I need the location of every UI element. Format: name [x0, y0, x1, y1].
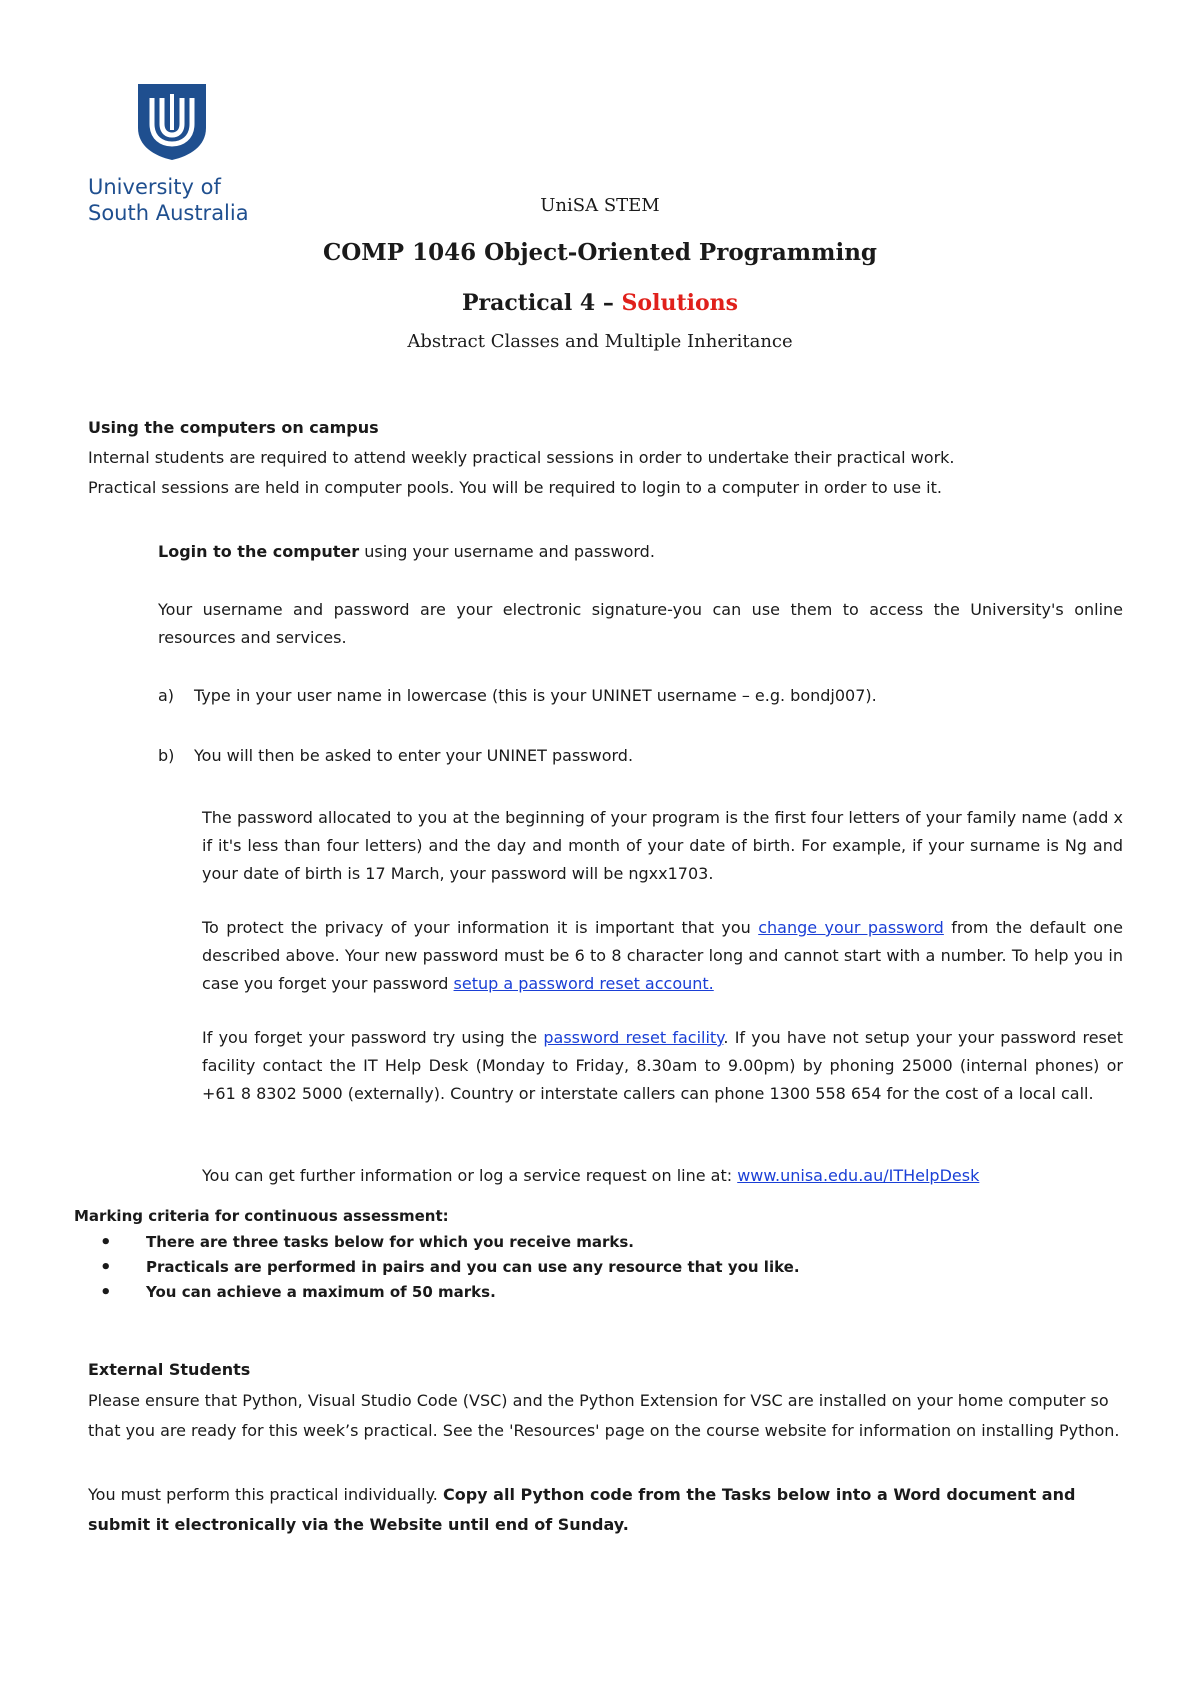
- forget-paragraph: [202, 1024, 1123, 1108]
- practical-solutions: Solutions: [621, 290, 739, 316]
- step-a: [0, 682, 1200, 710]
- title-block: [0, 194, 1200, 354]
- login-rest: using your username and password.: [359, 542, 655, 561]
- login-instruction: [158, 538, 655, 566]
- step-a-text: Type in your user name in lowercase (this is your UNINET username – e.g. bondj007).: [194, 686, 877, 705]
- list-item: • You can achieve a maximum of 50 marks.: [100, 1280, 800, 1305]
- forget-text-1: If you forget your password try using the: [202, 1028, 544, 1047]
- campus-line-1: Internal students are required to attend weekly practical sessions in order to undertake their practical work.: [88, 448, 955, 467]
- signature-paragraph: Your username and password are your electronic signature-you can use them to access the University's online resources and services.: [158, 600, 1123, 647]
- campus-line-2: Practical sessions are held in computer pools. You will be required to login to a computer in order to use it.: [88, 478, 942, 497]
- further-info: [202, 1162, 979, 1190]
- step-b-label: b): [158, 746, 175, 765]
- change-password-link[interactable]: change your password: [758, 918, 944, 937]
- marking-heading: Marking criteria for continuous assessment:: [74, 1207, 449, 1225]
- further-text: You can get further information or log a service request on line at:: [202, 1166, 738, 1185]
- individual-text: You must perform this practical individually.: [88, 1485, 443, 1504]
- setup-reset-account-link[interactable]: setup a password reset account.: [453, 974, 714, 993]
- privacy-text-2: from the default one described above. Your new password must be 6 to 8 character long and cannot start with a number. To help you in case you forget your password: [202, 918, 1124, 993]
- course-title: COMP 1046 Object-Oriented Programming: [322, 239, 878, 266]
- division-title: UniSA STEM: [540, 195, 660, 216]
- unisa-shield-icon: [138, 84, 206, 160]
- forget-text-2: . If you have not setup your your password reset facility contact the IT Help Desk (Monday to Friday, 8.30am to 9.00pm) by phoning 25000 (internal phones) or +61 8 8302 5000 (externally). Country or interstate callers can phone 1300 558 654 for the cost of a local call.: [202, 1028, 1123, 1103]
- step-a-label: a): [158, 686, 175, 705]
- practical-prefix: Practical 4 –: [461, 290, 622, 316]
- list-item: • Practicals are performed in pairs and you can use any resource that you like.: [100, 1255, 800, 1280]
- password-reset-facility-link[interactable]: password reset facility: [543, 1028, 724, 1047]
- logo-line-1: University of: [88, 175, 221, 199]
- external-paragraph: Please ensure that Python, Visual Studio Code (VSC) and the Python Extension for VSC are installed on your home computer so that you are ready for this week’s practical. See the 'Resources' page on the course website for information on installing Python.: [88, 1391, 1120, 1440]
- marking-criteria-list: [100, 1230, 800, 1305]
- step-b-text: You will then be asked to enter your UNINET password.: [194, 746, 634, 765]
- list-item: • There are three tasks below for which you receive marks.: [100, 1230, 800, 1255]
- campus-heading: Using the computers on campus: [88, 418, 379, 437]
- logo-line-2: South Australia: [88, 201, 249, 225]
- individual-bold: Copy all Python code from the Tasks below into a Word document and submit it electronically via the Website until end of Sunday.: [88, 1485, 1076, 1534]
- step-b: [0, 742, 1200, 770]
- practical-subtitle: Abstract Classes and Multiple Inheritance: [407, 331, 793, 352]
- practical-title: [0, 288, 1200, 318]
- privacy-text-1: To protect the privacy of your information it is important that you: [202, 918, 759, 937]
- external-heading: External Students: [88, 1360, 251, 1379]
- privacy-paragraph: [202, 914, 1123, 998]
- individual-paragraph: [88, 1480, 1128, 1540]
- password-info: The password allocated to you at the beginning of your program is the first four letters of your family name (add x if it's less than four letters) and the day and month of your date of birth. For example, if your surname is Ng and your date of birth is 17 March, your password will be ngxx1703.: [202, 808, 1123, 883]
- it-helpdesk-link[interactable]: www.unisa.edu.au/ITHelpDesk: [737, 1166, 980, 1185]
- login-bold: Login to the computer: [158, 542, 360, 561]
